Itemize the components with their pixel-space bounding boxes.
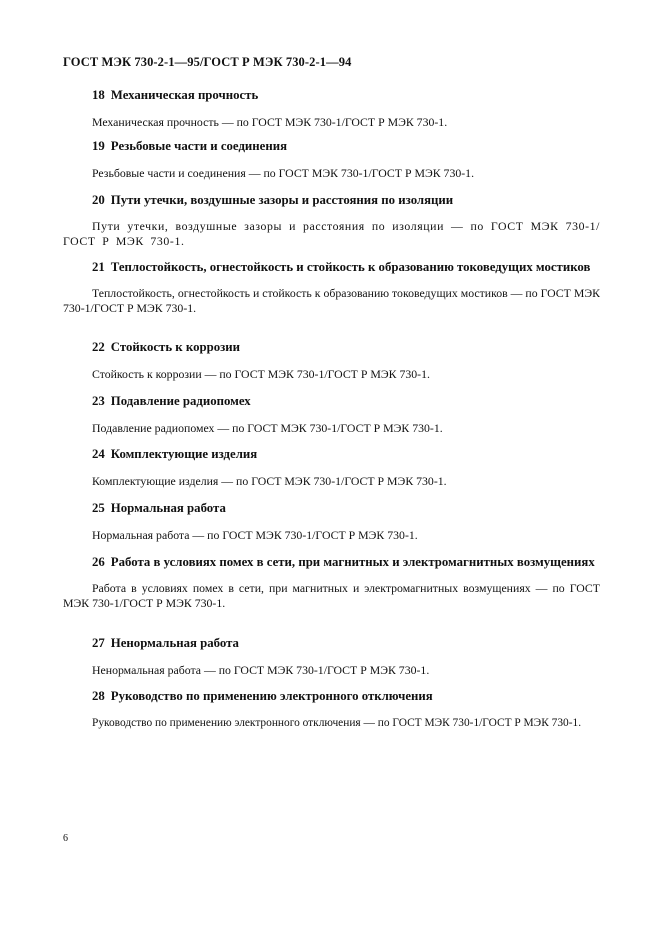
section-text: Механическая прочность — по ГОСТ МЭК 730-1/ГОСТ Р МЭК 730-1. — [92, 115, 448, 129]
section-number: 22 — [92, 340, 105, 354]
section-21 — [63, 259, 600, 316]
section-heading: Руководство по применению электронного отключения — [110, 689, 433, 703]
section-heading: Работа в условиях помех в сети, при магнитных и электромагнитных возмущениях — [110, 555, 595, 569]
section-heading: Пути утечки, воздушные зазоры и расстояния по изоляции — [110, 193, 454, 207]
section-title — [63, 339, 600, 355]
section-text: Теплостойкость, огнестойкость и стойкость к образованию токоведущих мостиков — по ГОСТ МЭК 730-1/ГОСТ Р МЭК 730-1. — [63, 286, 600, 315]
section-text: Стойкость к коррозии — по ГОСТ МЭК 730-1/ГОСТ Р МЭК 730-1. — [92, 367, 430, 381]
section-heading: Механическая прочность — [110, 88, 259, 102]
section-24 — [63, 446, 600, 489]
section-title — [63, 192, 600, 208]
section-number: 20 — [92, 193, 105, 207]
section-heading: Резьбовые части и соединения — [110, 139, 288, 153]
section-title — [63, 446, 600, 462]
section-text: Нормальная работа — по ГОСТ МЭК 730-1/ГОСТ Р МЭК 730-1. — [92, 528, 418, 542]
section-number: 18 — [92, 88, 105, 102]
section-number: 21 — [92, 260, 105, 274]
section-28 — [63, 688, 600, 731]
section-title — [63, 688, 600, 704]
section-26 — [63, 554, 600, 611]
section-heading: Теплостойкость, огнестойкость и стойкость к образованию токоведущих мостиков — [110, 260, 591, 274]
section-text: Комплектующие изделия — по ГОСТ МЭК 730-1/ГОСТ Р МЭК 730-1. — [92, 474, 447, 488]
section-title — [63, 87, 600, 103]
section-heading: Ненормальная работа — [110, 636, 239, 650]
section-18 — [63, 87, 600, 130]
section-heading: Подавление радиопомех — [110, 394, 251, 408]
section-text: Пути утечки, воздушные зазоры и расстояния по изоляции — по ГОСТ МЭК 730-1/ГОСТ Р МЭК 730-1. — [63, 219, 600, 248]
section-25 — [63, 500, 600, 543]
section-number: 26 — [92, 555, 105, 569]
section-title — [63, 554, 600, 570]
section-number: 27 — [92, 636, 105, 650]
section-23 — [63, 393, 600, 436]
section-text: Ненормальная работа — по ГОСТ МЭК 730-1/ГОСТ Р МЭК 730-1. — [92, 663, 430, 677]
section-22 — [63, 339, 600, 382]
section-27 — [63, 635, 600, 678]
page-number: 6 — [63, 833, 68, 844]
running-header: ГОСТ МЭК 730-2-1—95/ГОСТ Р МЭК 730-2-1—94 — [63, 55, 352, 69]
section-number: 24 — [92, 447, 105, 461]
section-title — [63, 393, 600, 409]
section-number: 28 — [92, 689, 105, 703]
section-title — [63, 635, 600, 651]
section-20 — [63, 192, 600, 249]
section-text: Резьбовые части и соединения — по ГОСТ МЭК 730-1/ГОСТ Р МЭК 730-1. — [92, 166, 475, 180]
section-heading: Стойкость к коррозии — [110, 340, 240, 354]
section-19 — [63, 138, 600, 181]
section-text: Подавление радиопомех — по ГОСТ МЭК 730-1/ГОСТ Р МЭК 730-1. — [92, 421, 443, 435]
section-title — [63, 500, 600, 516]
section-heading: Нормальная работа — [110, 501, 226, 515]
section-number: 23 — [92, 394, 105, 408]
section-text: Руководство по применению электронного отключения — по ГОСТ МЭК 730-1/ГОСТ Р МЭК 730-1. — [92, 717, 582, 729]
section-title — [63, 259, 600, 275]
section-number: 25 — [92, 501, 105, 515]
section-number: 19 — [92, 139, 105, 153]
section-text: Работа в условиях помех в сети, при магнитных и электромагнитных возмущениях — по ГОСТ МЭК 730-1/ГОСТ Р МЭК 730-1. — [63, 581, 600, 610]
section-heading: Комплектующие изделия — [110, 447, 258, 461]
section-title — [63, 138, 600, 154]
